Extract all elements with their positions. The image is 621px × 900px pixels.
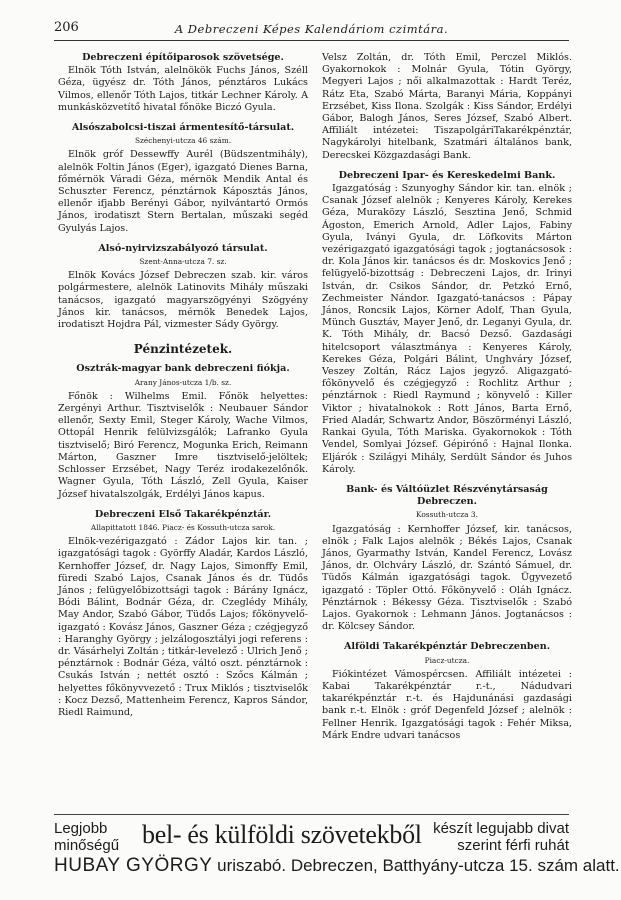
entry-title: Bank- és Váltóüzlet Részvénytársaság Debreczen.	[346, 483, 548, 508]
entry-title: Alföldi Takarékpénztár Debreczenben.	[343, 641, 551, 653]
entry-body: Fiókintézet Vámospércsen. Affiliált intézetei : Kabai Takarékpénztár r.-t., Nádudvari takarékpénztár r.-t. és Hajdunánási gazdasági bank r.-t. Elnök : gróf Degenfeld József ; alelnök : Fellner Henrik. Igazgatósági tagok : Fehér Miksa, Márk Endre udvari tanácsos	[322, 668, 572, 741]
advertisement	[54, 818, 620, 894]
entry-body: Főnök : Wilhelms Emil. Főnök helyettes: Zergényi Arthur. Tisztviselők : Neubauer Sándor ellenőr, Sexty Emil, Steger Károly, Wache Vilmos, Ottopál Henrik felülvizsgálók; Lafranko Gyula tisztviselő; Biró Ferencz, Mogunka Erich, Reimann Márton, Gaszner Imre tisztviselő-jelöltek; Schlosser Erzsébet, Nagy Teréz irodakezelőnők. Wagner Gyula, Tóth László, Zell Gyula, Kaiser József hivatalszolgák, Erdélyi János kapus.	[58, 390, 308, 500]
right-column	[322, 52, 572, 742]
entry-address: Allapittatott 1846. Piacz- és Kossuth-utcza sarok.	[90, 522, 276, 532]
footer-rule	[54, 814, 569, 815]
entry-title: Debreczeni építőiparosok szövetsége.	[82, 52, 284, 63]
entry-title: Alsó-nyirvizszabályozó társulat.	[98, 242, 268, 254]
ad-left-bottom: minőségű	[54, 837, 120, 854]
entry-address: Széchenyi-utcza 46 szám.	[134, 136, 232, 146]
entry-body: Elnök Kovács József Debreczen szab. kir. város polgármestere, alelnök Latinovits Mihály műszaki tanácsos, igazgató magyarszögyényi Szögyény János kir. tanácsos, mérnök Benedek Lajos, irodatiszt Hojdra Pál, vizmester Sády György.	[58, 270, 308, 331]
entry-title: Debreczeni Ipar- és Kereskedelmi Bank.	[338, 169, 556, 181]
entry-body: Igazgatóság : Szunyoghy Sándor kir. tan. elnök ; Csanak József alelnök ; Kenyeres Károly, Kerekes Géza, Muraközy László, Sesztina Jenő, Schmid Ágoston, Emerich Arnold, Adler Lajos, Fabiny Gyula, Iványi Gyula, dr. Löfkovits Márton vezérigazgató igazgatósági tagok ; jogtanácsosok : dr. Kola János kir. tanácsos és dr. Moskovics Jenő ; felügyelő-bizottság : Debreczeni Lajos, dr. Irinyi István, dr. Csikos Sándor, dr. Petzkó Ernő, Zechmeister Nándor. Igazgató-tanácsos : Pápay János, Roncsik Lajos, Körner Adolf, Than Gyula, Münch Gusztáv, Mayer Jenő, dr. Leganyi Gyula, dr. K. Tóth Mihály, dr. Bacsó Dezső. Gazdasági hitelcsoport választmánya : Kenyeres Károly, Kerekes Géza, Polgári Bálint, Unghváry József, Veszey Zoltán, Rácz Lajos jegyző. Aligazgató-főkönyvelő és czégjegyző : Rochlitz Arthur ; pénztárnok : Riedl Raymund ; könyvelő : Killer Viktor ; hivatalnokok : Rott János, Barta Ernő, Fried Aladár, Schwartz Andor, Böszörményi László, Rankai Gyula, Tóth Mariska. Gyakornokok : Tóth Vendel, Somlyai József. Gépirónő : Hajnal Ilonka. Eljárók : Szilágyi Mihály, Serdült Sándor és Juhos Károly.	[322, 183, 572, 475]
entry-body: Velsz Zoltán, dr. Tóth Emil, Perczel Miklós. Gyakornokok : Molnár Gyula, Tótin György, Megyeri Lajos ; női alkalmazottak : Hardt Teréz, Rátz Eta, Szabó Márta, Baranyi Mária, Koppányi Erzsébet, Kiss Ilona. Szolgák : Kiss Sándor, Erdélyi Gábor, Balogh János, Seres József, Szabó Albert. Affiliált intézetei: TiszapolgáriTakarékpénztár, Nagykárolyi hitelbank, Szatmári általános bank, Derecskei Közgazdasági Bank.	[322, 52, 572, 161]
page-number: 206	[54, 20, 79, 35]
entry-title: Alsószabolcsi-tiszai ármentesítő-társulat.	[71, 122, 295, 134]
entry-body: Elnök gróf Dessewffy Aurél (Büdszentmihály), alelnök Foltin János (Eger), igazgató Dienes Barna, főmérnök Váradi Géza, mérnök Mendik Antal és Schuszter Ferencz, pénztárnok Káposztás János, ellenőr ifjabb Berényi Gábor, nyilvántartó Ormós János, irodatiszt Stern Bertalan, műszaki segéd Gyulyás Lajos.	[58, 149, 308, 234]
entry-address: Arany János-utcza 1/b. sz.	[134, 377, 232, 387]
directory-entry	[58, 243, 308, 331]
directory-entry	[58, 509, 308, 719]
directory-entry	[322, 52, 572, 162]
page-header	[54, 20, 569, 41]
directory-entry	[58, 52, 308, 114]
ad-bottom-line	[54, 855, 620, 876]
entry-body: Elnök Tóth István, alelnökök Fuchs János, Széll Géza, ügyész dr. Tóth János, pénztáros Lukács Vilmos, ellenőr Tóth Lajos, titkár Lechner Károly. A munkásközvetítő hivatal főnöke Biczó Gyula.	[58, 65, 308, 113]
section-heading: Pénzintézetek.	[133, 342, 233, 357]
entry-body: Elnök-vezérigazgató : Zádor Lajos kir. tan. ; igazgatósági tagok : Györffy Aladár, Kardos László, Kernhoffer József, dr. Nagy Lajos, Simonffy Emil, füredi Szabó Lajos, Csanak János és dr. Tüdős János ; felügyelőbizottsági tagok : Bárány Ignácz, Bódi Bálint, Bodnár Géza, dr. Czeglédy Mihály, May Andor, Szabó Gábor, Tüdős Lajos; főkönyvelő-igazgató : Kovász János, Gaszner Géza ; czégjegyző : Haranghy György ; jelzálogosztályi jogi referens : dr. Vásárhelyi Zoltán ; titkár-levelező : Ulrich Jenő ; pénztárnok : Bodnár Géza, váltó oszt. pénztárnok : Csukás István ; nettét osztó : Szőcs Kálmán ; helyettes főkönyvvezető : Trux Miklós ; tisztviselők : Kocz Dezső, Mattenheim Ferencz, Kapros Sándor, Riedl Raimund,	[58, 536, 308, 718]
entry-address: Piacz-utcza.	[424, 655, 470, 665]
running-title: A Debreczeni Képes Kalendáriom czimtára.	[174, 22, 449, 36]
entry-title: Debreczeni Első Takarékpénztár.	[94, 508, 272, 520]
ad-right-text	[433, 820, 569, 854]
entry-address: Kossuth-utcza 3.	[416, 510, 478, 520]
directory-entry	[58, 122, 308, 235]
entry-body: Igazgatóság : Kernhoffer József, kir. tanácsos, elnök ; Falk Lajos alelnök ; Békés Lajos, Csanak János, Gyarmathy István, Kandel Ferencz, Lovász János, dr. Olchváry László, dr. Szántó Sámuel, dr. Tüdős Kálmán igazgatósági tagok. Ügyvezető igazgató : Töpler Ottó. Főkönyvelő : Oláh Ignácz. Pénztárnok : Békessy Géza. Tisztviselők : Szabó Lajos. Gyakornok : Lehmann János. Jogtanácsos : dr. Kölcsey Sándor.	[322, 523, 572, 633]
ad-headline: bel- és külföldi szövetekből	[142, 820, 422, 849]
ad-left-top: Legjobb	[54, 820, 108, 837]
entry-address: Szent-Anna-utcza 7. sz.	[139, 257, 227, 267]
directory-entry	[322, 641, 572, 742]
ad-right-top: készít legujabb divat	[433, 820, 569, 837]
ad-left-text	[54, 820, 119, 854]
entry-title: Osztrák-magyar bank debreczeni fiókja.	[76, 363, 290, 375]
directory-entry	[322, 484, 572, 633]
left-column	[58, 52, 308, 719]
ad-address: uriszabó. Debreczen, Batthyány-utcza 15. szám alatt.	[217, 856, 620, 875]
ad-right-bottom: szerint férfi ruhát	[457, 837, 569, 854]
directory-entry	[58, 363, 308, 500]
directory-entry	[322, 170, 572, 476]
ad-tailor-name: HUBAY GYÖRGY	[54, 855, 213, 876]
